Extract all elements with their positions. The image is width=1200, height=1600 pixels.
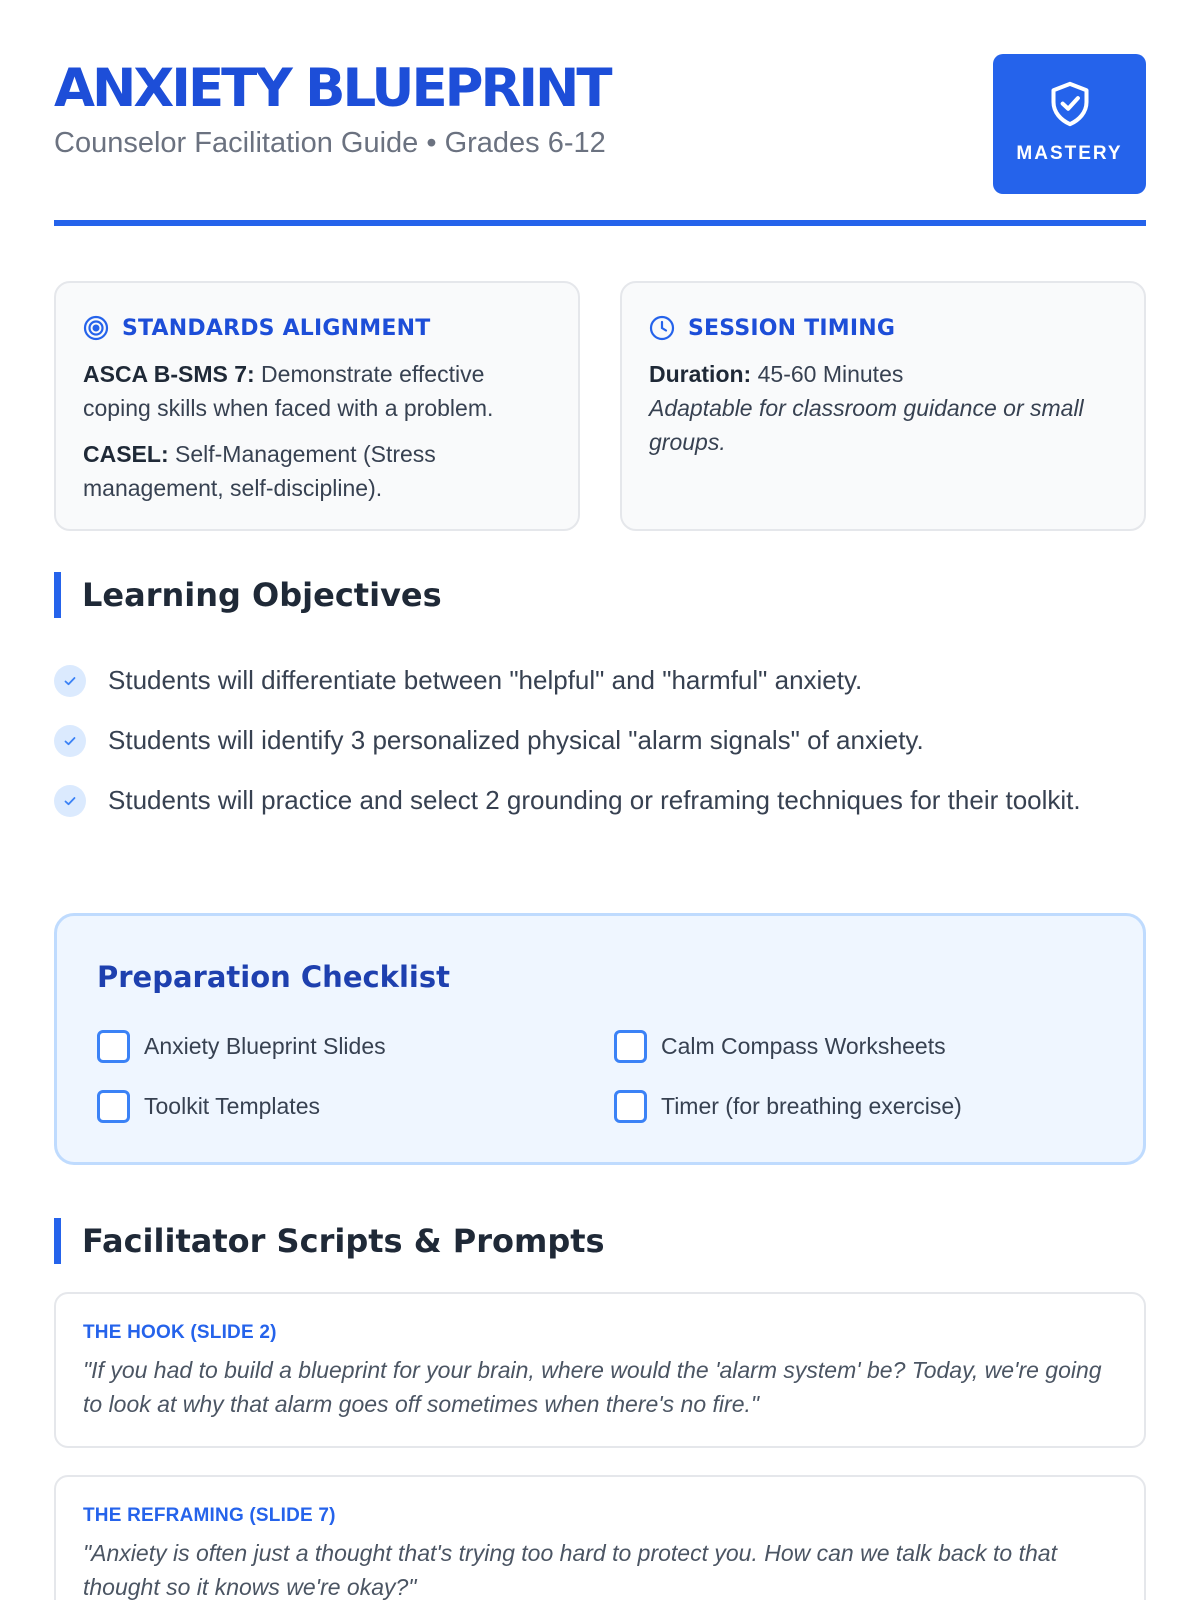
checklist-item-label: Calm Compass Worksheets xyxy=(661,1032,946,1059)
objective-text: Students will practice and select 2 grounding or reframing techniques for their toolkit. xyxy=(108,785,1081,815)
session-duration xyxy=(649,357,1118,391)
checklist-item-timer[interactable] xyxy=(614,1089,962,1123)
objective-text: Students will identify 3 personalized physical "alarm signals" of anxiety. xyxy=(108,725,924,755)
checklist-item-worksheets[interactable] xyxy=(614,1029,946,1063)
checklist-item-label: Toolkit Templates xyxy=(144,1092,320,1119)
objectives-heading xyxy=(54,572,442,618)
page-subtitle: Counselor Facilitation Guide • Grades 6-12 xyxy=(54,127,606,159)
scripts-heading xyxy=(54,1218,605,1264)
standard-text: Self-Management (Stress management, self-discipline). xyxy=(83,441,436,501)
standards-card-title: STANDARDS ALIGNMENT xyxy=(122,315,431,341)
checkbox[interactable] xyxy=(97,1090,130,1123)
info-cards xyxy=(54,281,1146,531)
section-accent-bar xyxy=(54,1218,61,1264)
clock-icon xyxy=(649,315,675,341)
mastery-badge xyxy=(993,54,1146,194)
script-label: THE HOOK (SLIDE 2) xyxy=(83,1322,277,1343)
objectives-list xyxy=(54,660,1146,820)
preparation-checklist xyxy=(54,913,1146,1165)
script-quote: "Anxiety is often just a thought that's trying too hard to protect you. How can we talk back to that thought so it knows we're okay?" xyxy=(83,1540,1057,1600)
checkbox[interactable] xyxy=(614,1090,647,1123)
badge-label: MASTERY xyxy=(1016,143,1123,164)
standard-code: ASCA B-SMS 7: xyxy=(83,361,255,387)
check-icon xyxy=(54,725,86,757)
objective-item xyxy=(54,780,1146,820)
page-header xyxy=(54,0,1146,226)
objective-text: Students will differentiate between "helpful" and "harmful" anxiety. xyxy=(108,665,863,695)
shield-check-icon xyxy=(1048,80,1092,128)
section-accent-bar xyxy=(54,572,61,618)
duration-value: 45-60 Minutes xyxy=(751,361,904,387)
check-icon xyxy=(54,785,86,817)
timing-card-body xyxy=(649,357,1118,459)
timing-card xyxy=(620,281,1146,531)
checklist-item-label: Anxiety Blueprint Slides xyxy=(144,1032,386,1059)
page-title: ANXIETY BLUEPRINT xyxy=(54,58,610,119)
objective-item xyxy=(54,720,1146,760)
objectives-title: Learning Objectives xyxy=(82,576,442,614)
checklist-item-label: Timer (for breathing exercise) xyxy=(661,1092,962,1119)
script-card-reframing xyxy=(54,1475,1146,1600)
standards-card-header xyxy=(83,313,552,343)
standard-item xyxy=(83,357,552,425)
script-quote: "If you had to build a blueprint for your brain, where would the 'alarm system' be? Today, we're going to look at why that alarm goes off sometimes when there's no fire." xyxy=(83,1357,1102,1417)
duration-label: Duration: xyxy=(649,361,752,387)
standard-text: Demonstrate effective coping skills when faced with a problem. xyxy=(83,361,494,421)
scripts-title: Facilitator Scripts & Prompts xyxy=(82,1222,605,1260)
script-card-hook xyxy=(54,1292,1146,1448)
checkbox[interactable] xyxy=(614,1030,647,1063)
script-label: THE REFRAMING (SLIDE 7) xyxy=(83,1505,336,1526)
timing-card-header xyxy=(649,313,1118,343)
standard-code: CASEL: xyxy=(83,441,169,467)
standards-card-body xyxy=(83,357,552,505)
checkbox[interactable] xyxy=(97,1030,130,1063)
timing-note: Adaptable for classroom guidance or small groups. xyxy=(649,395,1084,455)
checklist-item-slides[interactable] xyxy=(97,1029,386,1063)
checklist-item-templates[interactable] xyxy=(97,1089,320,1123)
check-icon xyxy=(54,665,86,697)
timing-card-title: SESSION TIMING xyxy=(688,315,896,341)
target-icon xyxy=(83,315,109,341)
standard-item xyxy=(83,437,552,505)
header-divider xyxy=(54,220,1146,226)
checklist-title: Preparation Checklist xyxy=(97,960,450,994)
standards-card xyxy=(54,281,580,531)
objective-item xyxy=(54,660,1146,700)
